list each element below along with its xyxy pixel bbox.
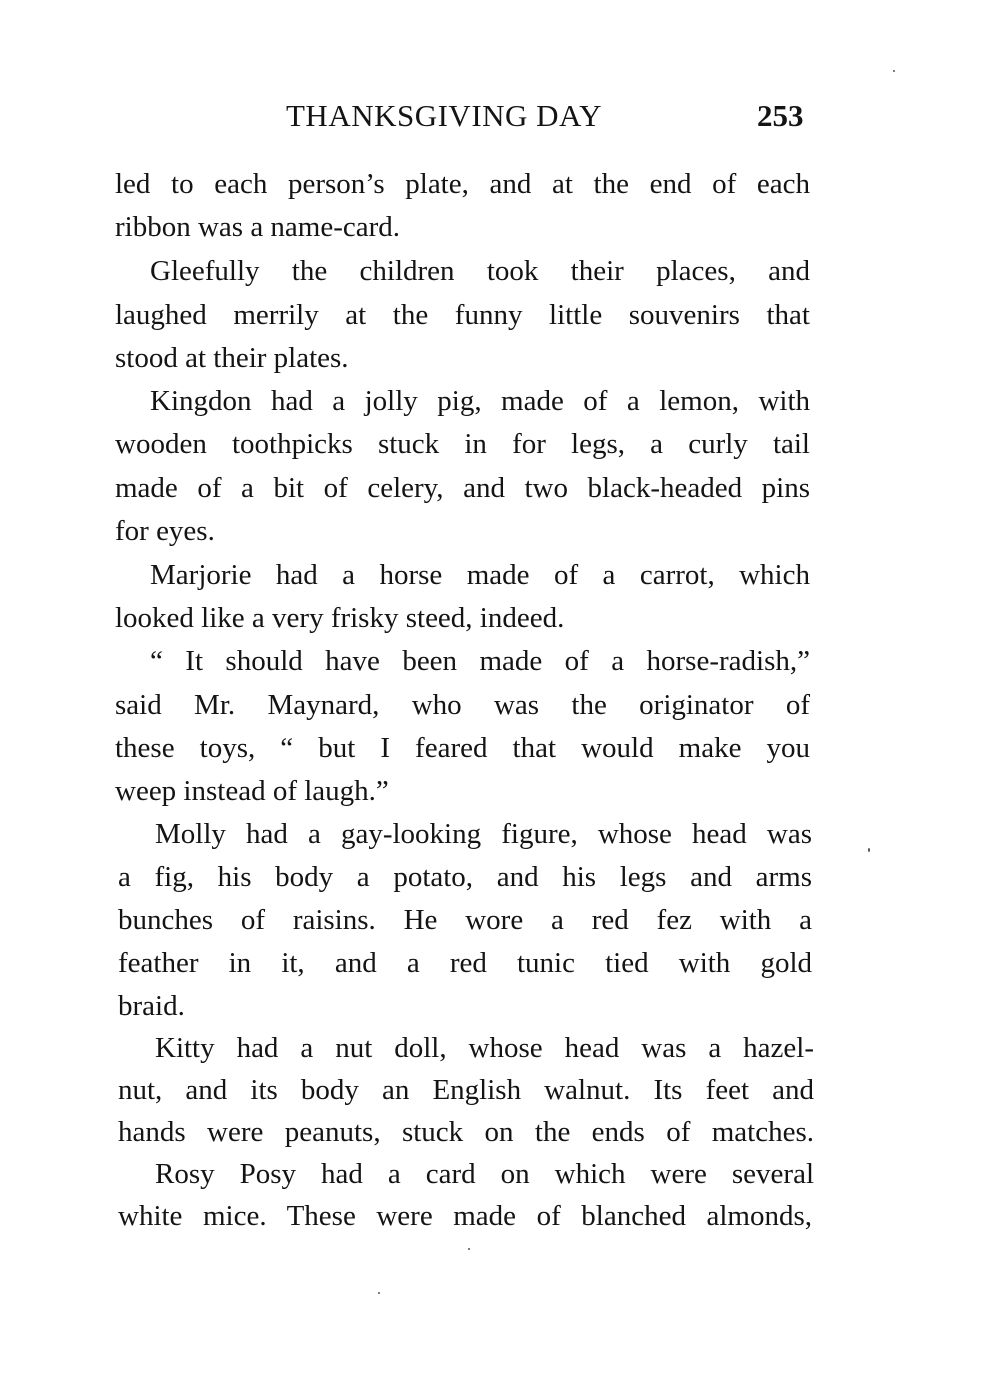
text-line: made of a bit of celery, and two black-headed pins bbox=[115, 472, 810, 504]
text-line: wooden toothpicks stuck in for legs, a curly tail bbox=[115, 428, 810, 460]
text-line: Rosy Posy had a card on which were several bbox=[155, 1158, 814, 1190]
text-line: weep instead of laugh.” bbox=[115, 775, 389, 807]
text-line: a fig, his body a potato, and his legs and arms bbox=[118, 861, 812, 893]
scan-speck bbox=[468, 1248, 470, 1250]
text-line: Kingdon had a jolly pig, made of a lemon, with bbox=[150, 385, 810, 417]
scan-speck bbox=[893, 70, 895, 72]
text-line: these toys, “ but I feared that would make you bbox=[115, 732, 810, 764]
text-line: laughed merrily at the funny little souvenirs that bbox=[115, 299, 810, 331]
text-line: Gleefully the children took their places, and bbox=[150, 255, 810, 287]
scan-speck bbox=[378, 1292, 380, 1294]
text-line: nut, and its body an English walnut. Its feet and bbox=[118, 1074, 814, 1106]
text-line: feather in it, and a red tunic tied with gold bbox=[118, 947, 812, 979]
text-line: “ It should have been made of a horse-radish,” bbox=[150, 645, 810, 677]
text-line: stood at their plates. bbox=[115, 342, 349, 374]
text-line: braid. bbox=[118, 990, 185, 1022]
running-title: THANKSGIVING DAY bbox=[286, 98, 602, 133]
text-line: led to each person’s plate, and at the end of each bbox=[115, 168, 810, 200]
text-line: for eyes. bbox=[115, 515, 215, 547]
scan-speck bbox=[868, 848, 870, 852]
text-line: white mice. These were made of blanched almonds, bbox=[118, 1200, 812, 1232]
text-line: said Mr. Maynard, who was the originator of bbox=[115, 689, 810, 721]
text-line: bunches of raisins. He wore a red fez with a bbox=[118, 904, 812, 936]
text-line: Molly had a gay-looking figure, whose head was bbox=[155, 818, 812, 850]
text-line: hands were peanuts, stuck on the ends of matches. bbox=[118, 1116, 814, 1148]
page-number: 253 bbox=[757, 98, 804, 133]
text-line: Marjorie had a horse made of a carrot, which bbox=[150, 559, 810, 591]
text-line: Kitty had a nut doll, whose head was a hazel- bbox=[155, 1032, 814, 1064]
text-line: looked like a very frisky steed, indeed. bbox=[115, 602, 565, 634]
text-line: ribbon was a name-card. bbox=[115, 211, 401, 243]
